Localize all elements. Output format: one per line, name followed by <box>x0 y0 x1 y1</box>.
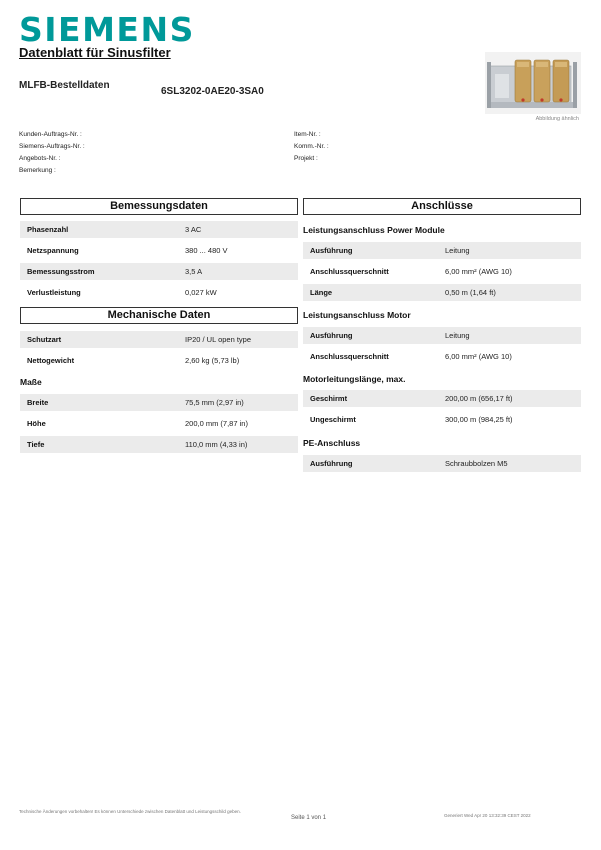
row-label: Verlustleistung <box>27 288 81 297</box>
table-row <box>303 411 581 428</box>
table-row <box>303 242 581 259</box>
row-value: 6,00 mm² (AWG 10) <box>445 352 512 361</box>
row-label: Geschirmt <box>310 394 348 403</box>
row-value: 3 AC <box>185 225 202 234</box>
subheading-motor: Leistungsanschluss Motor <box>303 310 411 320</box>
row-value: 2,60 kg (5,73 lb) <box>185 356 240 365</box>
row-value: 110,0 mm (4,33 in) <box>185 440 248 449</box>
table-row <box>20 436 298 453</box>
section-mechanische-daten: Mechanische Daten <box>20 307 298 324</box>
table-row <box>303 284 581 301</box>
table-row <box>20 415 298 432</box>
row-value: 0,50 m (1,64 ft) <box>445 288 496 297</box>
mlfb-label: MLFB-Bestelldaten <box>19 80 110 91</box>
order-info-right <box>294 129 329 165</box>
section-bemessungsdaten: Bemessungsdaten <box>20 198 298 215</box>
table-row <box>303 263 581 280</box>
row-value: IP20 / UL open type <box>185 335 252 344</box>
row-label: Phasenzahl <box>27 225 69 234</box>
row-value: 300,00 m (984,25 ft) <box>445 415 513 424</box>
row-value: Schraubbolzen M5 <box>445 459 508 468</box>
row-value: 6,00 mm² (AWG 10) <box>445 267 512 276</box>
row-value: 0,027 kW <box>185 288 217 297</box>
row-value: 200,00 m (656,17 ft) <box>445 394 513 403</box>
row-value: 75,5 mm (2,97 in) <box>185 398 244 407</box>
row-label: Tiefe <box>27 440 45 449</box>
table-row <box>20 352 298 369</box>
row-label: Ausführung <box>310 246 353 255</box>
row-label: Ausführung <box>310 459 353 468</box>
section-anschluesse: Anschlüsse <box>303 198 581 215</box>
order-info-left <box>19 129 85 177</box>
table-row <box>20 331 298 348</box>
customer-order-number: Kunden-Auftrags-Nr. : <box>19 131 82 138</box>
table-row <box>20 242 298 259</box>
footer-generated: Generiert Wed Apr 20 13:32:39 CEST 2022 <box>444 813 531 818</box>
subheading-power-module: Leistungsanschluss Power Module <box>303 225 445 235</box>
sinus-filter-product-image <box>485 52 581 114</box>
remark: Bemerkung : <box>19 167 56 174</box>
project: Projekt : <box>294 155 318 162</box>
table-row <box>20 221 298 238</box>
image-caption: Abbildung ähnlich <box>535 116 579 122</box>
document-title: Datenblatt für Sinusfilter <box>19 45 171 60</box>
row-label: Anschlussquerschnitt <box>310 267 389 276</box>
table-row <box>20 394 298 411</box>
siemens-order-number: Siemens-Auftrags-Nr. : <box>19 143 85 150</box>
item-number: Item-Nr. : <box>294 131 321 138</box>
mlfb-value: 6SL3202-0AE20-3SA0 <box>161 86 264 97</box>
row-label: Bemessungsstrom <box>27 267 95 276</box>
row-value: Leitung <box>445 246 470 255</box>
footer-page-number: Seite 1 von 1 <box>291 815 327 821</box>
row-value: 200,0 mm (7,87 in) <box>185 419 248 428</box>
table-row <box>20 263 298 280</box>
row-label: Ungeschirmt <box>310 415 356 424</box>
table-row <box>20 284 298 301</box>
row-label: Schutzart <box>27 335 62 344</box>
row-value: Leitung <box>445 331 470 340</box>
offer-number: Angebots-Nr. : <box>19 155 61 162</box>
row-label: Netzspannung <box>27 246 79 255</box>
subheading-masse: Maße <box>20 377 42 387</box>
row-label: Ausführung <box>310 331 353 340</box>
row-label: Nettogewicht <box>27 356 75 365</box>
row-label: Länge <box>310 288 333 297</box>
table-row <box>303 348 581 365</box>
subheading-motorleitung: Motorleitungslänge, max. <box>303 374 406 384</box>
footer-disclaimer: Technische Änderungen vorbehalten! Es können Unterschiede zwischen Datenblatt und Leistungsschild geben. <box>19 809 241 814</box>
row-label: Breite <box>27 398 49 407</box>
subheading-pe-anschluss: PE-Anschluss <box>303 438 361 448</box>
row-value: 3,5 A <box>185 267 203 276</box>
commission-number: Komm.-Nr. : <box>294 143 329 150</box>
row-value: 380 ... 480 V <box>185 246 228 255</box>
table-row <box>303 455 581 472</box>
table-row <box>303 390 581 407</box>
row-label: Höhe <box>27 419 46 428</box>
row-label: Anschlussquerschnitt <box>310 352 389 361</box>
table-row <box>303 327 581 344</box>
siemens-logo: SIEMENS <box>19 10 195 49</box>
